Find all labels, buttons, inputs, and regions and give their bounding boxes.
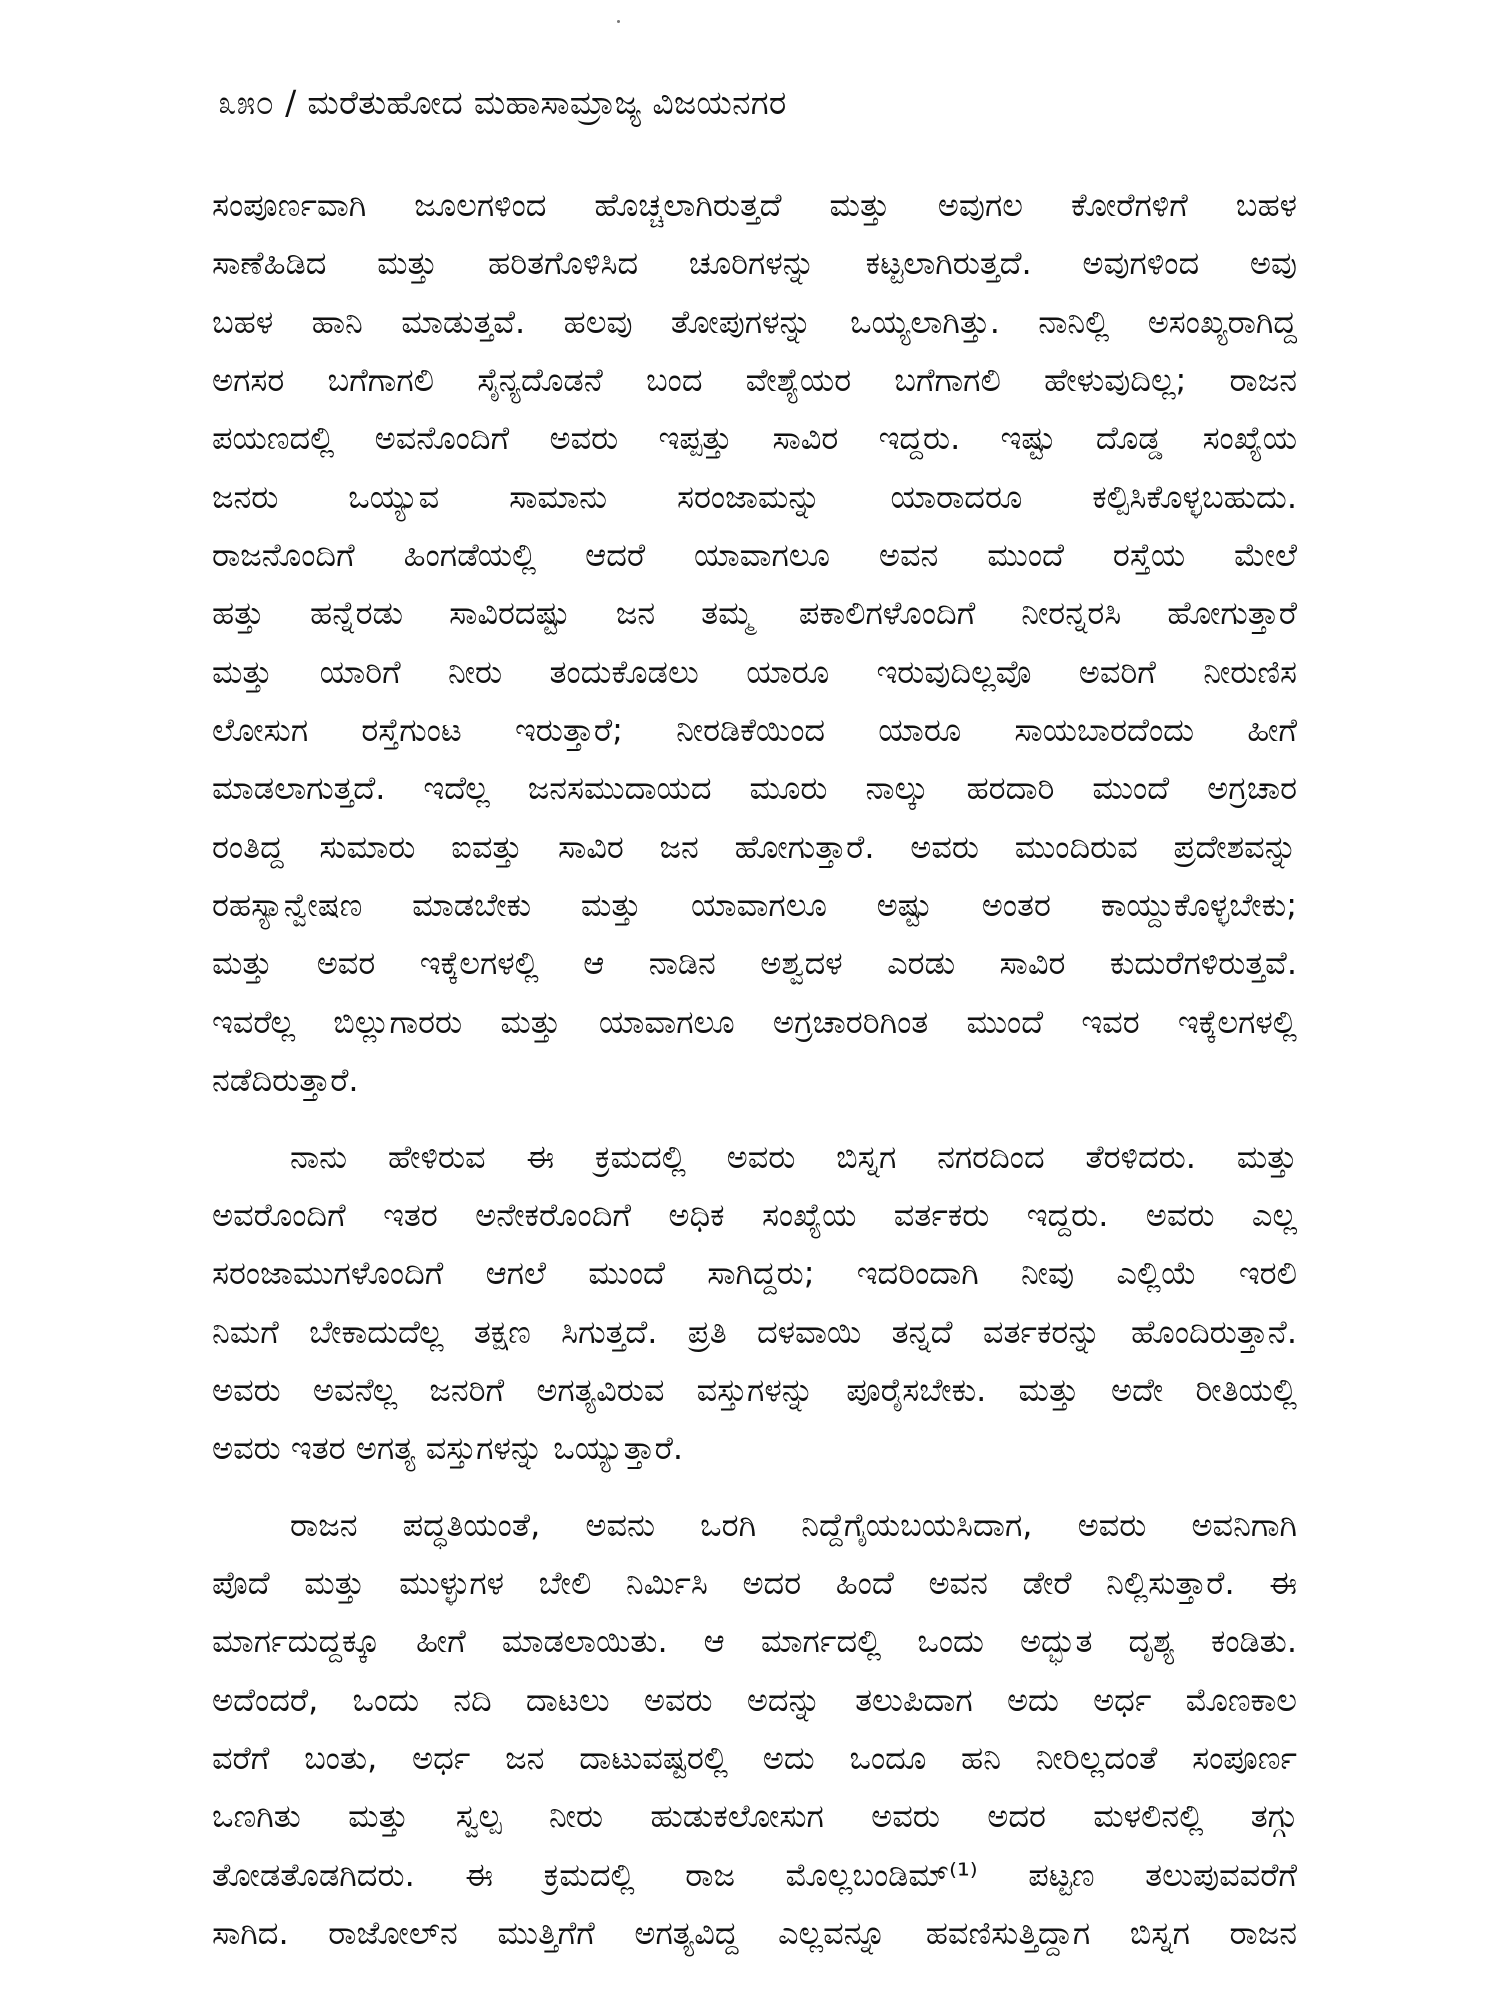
text-line: ಅದೆಂದರೆ, ಒಂದು ನದಿ ದಾಟಲು ಅವರು ಅದನ್ನು ತಲುಪಿದಾಗ ಅದು ಅರ್ಧ ಮೊಣಕಾಲ — [212, 1680, 1297, 1719]
text-line: ಮಾರ್ಗದುದ್ದಕ್ಕೂ ಹೀಗೆ ಮಾಡಲಾಯಿತು. ಆ ಮಾರ್ಗದಲ್ಲಿ ಒಂದು ಅದ್ಭುತ ದೃಶ್ಯ ಕಂಡಿತು. — [212, 1622, 1297, 1661]
text-line: ಸರಂಜಾಮುಗಳೊಂದಿಗೆ ಆಗಲೆ ಮುಂದೆ ಸಾಗಿದ್ದರು; ಇದರಿಂದಾಗಿ ನೀವು ಎಲ್ಲಿಯೆ ಇರಲಿ — [212, 1254, 1297, 1293]
text-line: ಪಯಣದಲ್ಲಿ ಅವನೊಂದಿಗೆ ಅವರು ಇಪ್ಪತ್ತು ಸಾವಿರ ಇದ್ದರು. ಇಷ್ಟು ದೊಡ್ಡ ಸಂಖ್ಯೆಯ — [212, 419, 1297, 458]
text-line: ಮತ್ತು ಯಾರಿಗೆ ನೀರು ತಂದುಕೊಡಲು ಯಾರೂ ಇರುವುದಿಲ್ಲವೊ ಅವರಿಗೆ ನೀರುಣಿಸ — [212, 652, 1297, 691]
text-line: ಸಾಣೆಹಿಡಿದ ಮತ್ತು ಹರಿತಗೊಳಿಸಿದ ಚೂರಿಗಳನ್ನು ಕಟ್ಟಲಾಗಿರುತ್ತದೆ. ಅವುಗಳಿಂದ ಅವು — [212, 244, 1297, 283]
text-line: ಹತ್ತು ಹನ್ನೆರಡು ಸಾವಿರದಷ್ಟು ಜನ ತಮ್ಮ ಪಕಾಲಿಗಳೊಂದಿಗೆ ನೀರನ್ನರಸಿ ಹೋಗುತ್ತಾರೆ — [212, 594, 1297, 633]
text-line: ಪೊದೆ ಮತ್ತು ಮುಳ್ಳುಗಳ ಬೇಲಿ ನಿರ್ಮಿಸಿ ಅದರ ಹಿಂದೆ ಅವನ ಡೇರೆ ನಿಲ್ಲಿಸುತ್ತಾರೆ. ಈ — [212, 1563, 1297, 1602]
text-line: ಸಾಗಿದ. ರಾಜೋಲ್‌ನ ಮುತ್ತಿಗೆಗೆ ಅಗತ್ಯವಿದ್ದ ಎಲ್ಲವನ್ನೂ ಹವಣಿಸುತ್ತಿದ್ದಾಗ ಬಿಸ್ನಗ ರಾಜನ — [212, 1913, 1297, 1952]
scan-speck — [617, 20, 620, 23]
text-line: ಅವರು ಅವನೆಲ್ಲ ಜನರಿಗೆ ಅಗತ್ಯವಿರುವ ವಸ್ತುಗಳನ್ನು ಪೂರೈಸಬೇಕು. ಮತ್ತು ಅದೇ ರೀತಿಯಲ್ಲಿ — [212, 1370, 1297, 1409]
text-line: ನಾನು ಹೇಳಿರುವ ಈ ಕ್ರಮದಲ್ಲಿ ಅವರು ಬಿಸ್ನಗ ನಗರದಿಂದ ತೆರಳಿದರು. ಮತ್ತು — [290, 1137, 1297, 1176]
text-line: ಇವರೆಲ್ಲ ಬಿಲ್ಲುಗಾರರು ಮತ್ತು ಯಾವಾಗಲೂ ಅಗ್ರಚಾರರಿಗಿಂತ ಮುಂದೆ ಇವರ ಇಕ್ಕೆಲಗಳಲ್ಲಿ — [212, 1002, 1297, 1041]
text-line: ರಂತಿದ್ದ ಸುಮಾರು ಐವತ್ತು ಸಾವಿರ ಜನ ಹೋಗುತ್ತಾರೆ. ಅವರು ಮುಂದಿರುವ ಪ್ರದೇಶವನ್ನು — [212, 827, 1297, 866]
paragraph — [212, 1128, 1297, 1478]
text-line: ಒಣಗಿತು ಮತ್ತು ಸ್ವಲ್ಪ ನೀರು ಹುಡುಕಲೋಸುಗ ಅವರು ಅದರ ಮಳಲಿನಲ್ಲಿ ತಗ್ಗು — [212, 1797, 1297, 1836]
text-line: ಜನರು ಒಯ್ಯುವ ಸಾಮಾನು ಸರಂಜಾಮನ್ನು ಯಾರಾದರೂ ಕಲ್ಪಿಸಿಕೊಳ್ಳಬಹುದು. — [212, 477, 1297, 516]
text-line: ಬಹಳ ಹಾನಿ ಮಾಡುತ್ತವೆ. ಹಲವು ತೋಪುಗಳನ್ನು ಒಯ್ಯಲಾಗಿತ್ತು. ನಾನಿಲ್ಲಿ ಅಸಂಖ್ಯರಾಗಿದ್ದ — [212, 302, 1297, 341]
text-line: ಲೋಸುಗ ರಸ್ತೆಗುಂಟ ಇರುತ್ತಾರೆ; ನೀರಡಿಕೆಯಿಂದ ಯಾರೂ ಸಾಯಬಾರದೆಂದು ಹೀಗೆ — [212, 711, 1297, 750]
running-header: ೩೫೦ / ಮರೆತುಹೋದ ಮಹಾಸಾಮ್ರಾಜ್ಯ ವಿಜಯನಗರ — [218, 83, 787, 122]
text-line: ಮಾಡಲಾಗುತ್ತದೆ. ಇದೆಲ್ಲ ಜನಸಮುದಾಯದ ಮೂರು ನಾಲ್ಕು ಹರದಾರಿ ಮುಂದೆ ಅಗ್ರಚಾರ — [212, 769, 1297, 808]
text-line: ರಾಜನ ಪದ್ಧತಿಯಂತೆ, ಅವನು ಒರಗಿ ನಿದ್ದೆಗೈಯಬಯಸಿದಾಗ, ಅವರು ಅವನಿಗಾಗಿ — [290, 1505, 1297, 1544]
paragraph — [212, 176, 1297, 1110]
text-line: ತೋಡತೊಡಗಿದರು. ಈ ಕ್ರಮದಲ್ಲಿ ರಾಜ ಮೊಲ್ಲಬಂಡಿಮ್⁽¹⁾ ಪಟ್ಟಣ ತಲುಪುವವರೆಗೆ — [212, 1855, 1297, 1894]
text-line: ನಡೆದಿರುತ್ತಾರೆ. — [212, 1061, 359, 1100]
text-line: ನಿಮಗೆ ಬೇಕಾದುದೆಲ್ಲ ತಕ್ಷಣ ಸಿಗುತ್ತದೆ. ಪ್ರತಿ ದಳವಾಯಿ ತನ್ನದೆ ವರ್ತಕರನ್ನು ಹೊಂದಿರುತ್ತಾನೆ. — [212, 1312, 1297, 1351]
text-line: ರಾಜನೊಂದಿಗೆ ಹಿಂಗಡೆಯಲ್ಲಿ ಆದರೆ ಯಾವಾಗಲೂ ಅವನ ಮುಂದೆ ರಸ್ತೆಯ ಮೇಲೆ — [212, 536, 1297, 575]
body-text — [212, 176, 1297, 1962]
text-line: ಅವರೊಂದಿಗೆ ಇತರ ಅನೇಕರೊಂದಿಗೆ ಅಧಿಕ ಸಂಖ್ಯೆಯ ವರ್ತಕರು ಇದ್ದರು. ಅವರು ಎಲ್ಲ — [212, 1195, 1297, 1234]
text-line: ಮತ್ತು ಅವರ ಇಕ್ಕೆಲಗಳಲ್ಲಿ ಆ ನಾಡಿನ ಅಶ್ವದಳ ಎರಡು ಸಾವಿರ ಕುದುರೆಗಳಿರುತ್ತವೆ. — [212, 944, 1297, 983]
text-line: ಅವರು ಇತರ ಅಗತ್ಯ ವಸ್ತುಗಳನ್ನು ಒಯ್ಯುತ್ತಾರೆ. — [212, 1429, 684, 1468]
text-line: ಅಗಸರ ಬಗೆಗಾಗಲಿ ಸೈನ್ಯದೊಡನೆ ಬಂದ ವೇಶ್ಯೆಯರ ಬಗೆಗಾಗಲಿ ಹೇಳುವುದಿಲ್ಲ; ರಾಜನ — [212, 361, 1297, 400]
text-line: ವರೆಗೆ ಬಂತು, ಅರ್ಧ ಜನ ದಾಟುವಷ್ಟರಲ್ಲಿ ಅದು ಒಂದೂ ಹನಿ ನೀರಿಲ್ಲದಂತೆ ಸಂಪೂರ್ಣ — [212, 1738, 1297, 1777]
paragraph — [212, 1496, 1297, 1963]
text-line: ರಹಸ್ಯಾನ್ವೇಷಣ ಮಾಡಬೇಕು ಮತ್ತು ಯಾವಾಗಲೂ ಅಷ್ಟು ಅಂತರ ಕಾಯ್ದುಕೊಳ್ಳಬೇಕು; — [212, 886, 1297, 925]
text-line: ಸಂಪೂರ್ಣವಾಗಿ ಜೂಲಗಳಿಂದ ಹೊಚ್ಚಲಾಗಿರುತ್ತದೆ ಮತ್ತು ಅವುಗಲ ಕೋರೆಗಳಿಗೆ ಬಹಳ — [212, 186, 1297, 224]
